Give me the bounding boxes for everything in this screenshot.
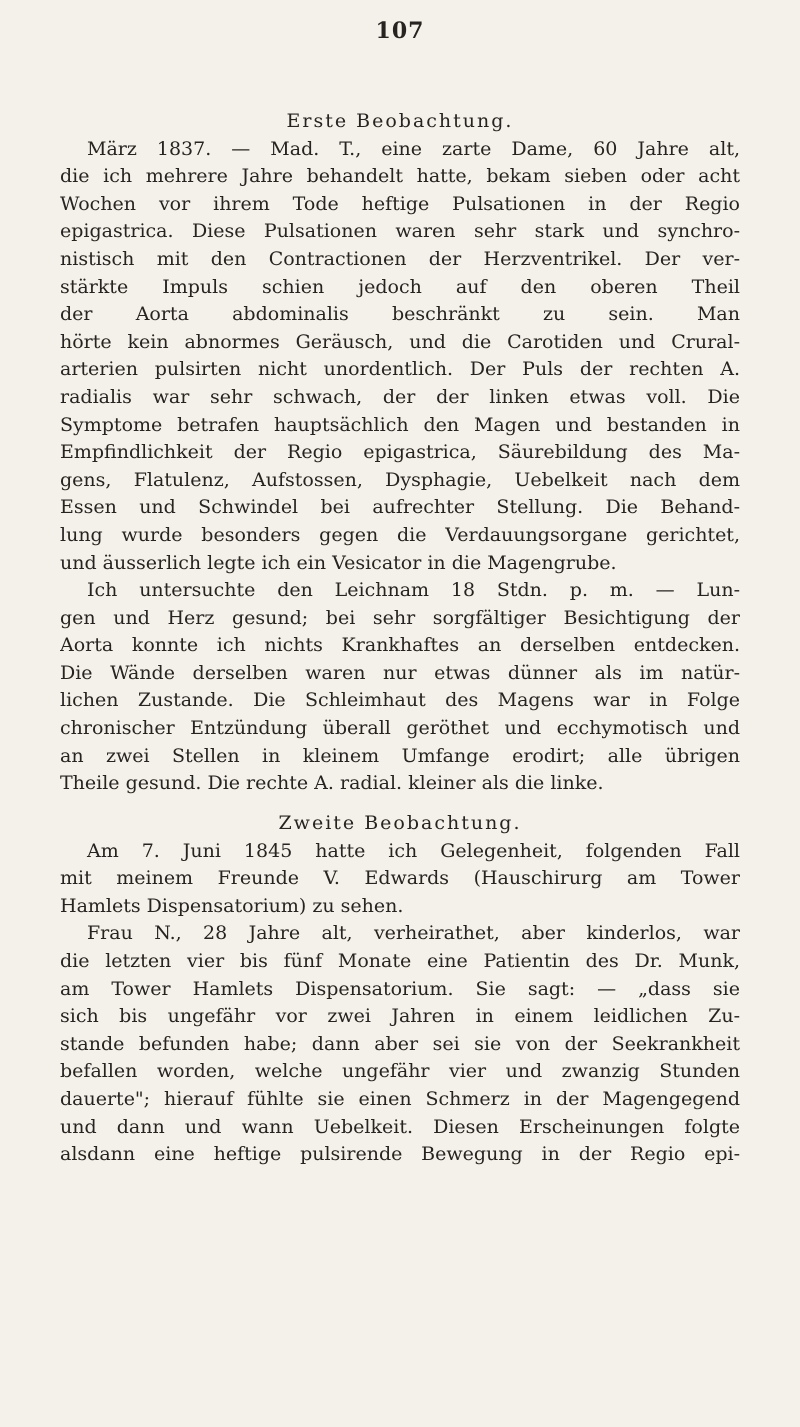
text-line: Aorta konnte ich nichts Krankhaftes an derselben entdecken.	[60, 634, 740, 657]
text-line: dauerte"; hierauf fühlte sie einen Schmerz in der Magengegend	[60, 1087, 740, 1110]
section-zweite-beobachtung	[60, 810, 740, 1169]
text-line: Hamlets Dispensatorium) zu sehen.	[60, 894, 404, 917]
text-line: und dann und wann Uebelkeit. Diesen Erscheinungen folgte	[60, 1115, 740, 1138]
section-erste-beobachtung	[60, 108, 740, 798]
text-line: hörte kein abnormes Geräusch, und die Carotiden und Crural-	[60, 330, 740, 353]
text-line: Empfindlichkeit der Regio epigastrica, Säurebildung des Ma-	[60, 441, 740, 464]
text-line: Die Wände derselben waren nur etwas dünner als im natür-	[60, 661, 740, 684]
text-line: alsdann eine heftige pulsirende Bewegung in der Regio epi-	[60, 1143, 740, 1166]
text-line: stande befunden habe; dann aber sei sie von der Seekrankheit	[60, 1032, 740, 1055]
section-heading: Zweite Beobachtung.	[278, 812, 522, 834]
text-line: mit meinem Freunde V. Edwards (Hauschirurg am Tower	[60, 867, 740, 890]
text-line: am Tower Hamlets Dispensatorium. Sie sagt: — „dass sie	[60, 977, 740, 1000]
text-line: Ich untersuchte den Leichnam 18 Stdn. p. m. — Lun-	[87, 579, 740, 602]
text-line: Symptome betrafen hauptsächlich den Magen und bestanden in	[60, 413, 740, 436]
text-line: nistisch mit den Contractionen der Herzventrikel. Der ver-	[60, 247, 740, 270]
text-line: arterien pulsirten nicht unordentlich. Der Puls der rechten A.	[60, 358, 740, 381]
text-line: und äusserlich legte ich ein Vesicator in die Magengrube.	[60, 551, 617, 574]
text-line: an zwei Stellen in kleinem Umfange erodirt; alle übrigen	[60, 744, 740, 767]
section-heading: Erste Beobachtung.	[286, 110, 514, 132]
text-line: chronischer Entzündung überall geröthet und ecchymotisch und	[60, 717, 740, 740]
text-line: gen und Herz gesund; bei sehr sorgfältiger Besichtigung der	[60, 606, 740, 629]
text-line: Am 7. Juni 1845 hatte ich Gelegenheit, folgenden Fall	[87, 839, 740, 862]
text-line: stärkte Impuls schien jedoch auf den oberen Theil	[60, 275, 740, 298]
text-line: die letzten vier bis fünf Monate eine Patientin des Dr. Munk,	[60, 949, 740, 972]
text-line: die ich mehrere Jahre behandelt hatte, bekam sieben oder acht	[60, 165, 740, 188]
text-line: lung wurde besonders gegen die Verdauungsorgane gerichtet,	[60, 523, 740, 546]
page-number: 107	[375, 18, 425, 44]
text-line: gens, Flatulenz, Aufstossen, Dysphagie, Uebelkeit nach dem	[60, 468, 740, 491]
text-line: radialis war sehr schwach, der der linken etwas voll. Die	[60, 385, 740, 408]
text-line: März 1837. — Mad. T., eine zarte Dame, 60 Jahre alt,	[87, 137, 740, 160]
text-line: epigastrica. Diese Pulsationen waren sehr stark und synchro-	[60, 220, 740, 243]
text-line: befallen worden, welche ungefähr vier und zwanzig Stunden	[60, 1060, 740, 1083]
text-line: Theile gesund. Die rechte A. radial. kleiner als die linke.	[60, 772, 604, 795]
text-line: lichen Zustande. Die Schleimhaut des Magens war in Folge	[60, 689, 740, 712]
text-line: sich bis ungefähr vor zwei Jahren in einem leidlichen Zu-	[60, 1005, 740, 1028]
text-line: Wochen vor ihrem Tode heftige Pulsationen in der Regio	[60, 192, 740, 215]
text-line: Frau N., 28 Jahre alt, verheirathet, aber kinderlos, war	[87, 922, 740, 945]
text-line: Essen und Schwindel bei aufrechter Stellung. Die Behand-	[60, 496, 740, 519]
text-line: der Aorta abdominalis beschränkt zu sein. Man	[60, 303, 740, 326]
